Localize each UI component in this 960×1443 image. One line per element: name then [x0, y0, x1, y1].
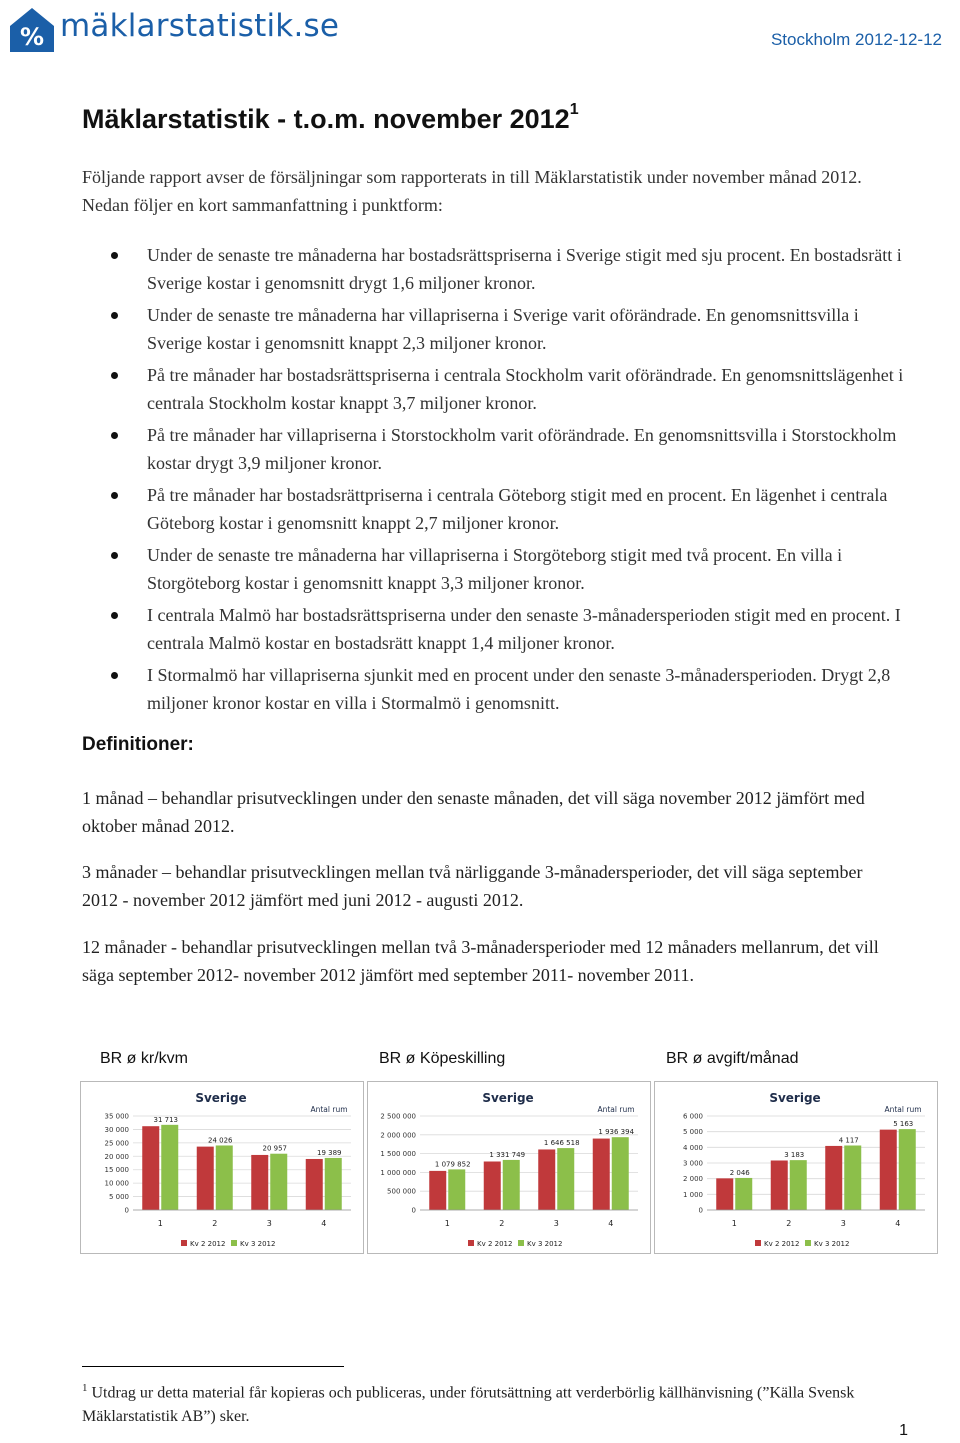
bar [270, 1154, 287, 1210]
data-label: 1 331 749 [489, 1150, 526, 1159]
legend-swatch [755, 1240, 761, 1246]
bar [251, 1155, 268, 1210]
intro-paragraph: Följande rapport avser de försäljningar som rapporterats in till Mäklarstatistik under november månad 2012. Nedan följer en kort sammanfattning i punktform: [82, 167, 862, 215]
legend-swatch [468, 1240, 474, 1246]
bar [484, 1161, 501, 1210]
x-tick-label: 2 [499, 1219, 505, 1228]
x-tick-label: 3 [840, 1219, 846, 1228]
bullet-icon [111, 372, 118, 379]
y-tick-label: 1 500 000 [380, 1150, 416, 1159]
chart-price-per-sqm [80, 1081, 364, 1254]
data-label: 2 046 [729, 1168, 750, 1177]
data-label: 24 026 [208, 1136, 233, 1145]
bullet-icon [111, 612, 118, 619]
y-tick-label: 0 [411, 1206, 416, 1215]
y-tick-label: 5 000 [682, 1128, 703, 1137]
legend-swatch [518, 1240, 524, 1246]
legend-swatch [231, 1240, 237, 1246]
y-tick-label: 10 000 [104, 1179, 129, 1188]
bar [771, 1160, 788, 1210]
y-tick-label: 35 000 [104, 1112, 129, 1121]
logo-symbol: % [19, 23, 45, 51]
list-item [110, 361, 910, 417]
y-tick-label: 25 000 [104, 1139, 129, 1148]
footnote-text: Utdrag ur detta material får kopieras och publiceras, under förutsättning att verderbörlig källhänvisning (”Källa Svensk Mäklarstatistik AB”) sker. [82, 1384, 855, 1426]
bar [142, 1126, 159, 1210]
data-label: 1 936 394 [598, 1128, 635, 1137]
x-tick-label: 4 [895, 1219, 901, 1228]
summary-list [110, 241, 910, 721]
bar [612, 1137, 629, 1210]
y-tick-label: 2 500 000 [380, 1112, 416, 1121]
data-label: 3 183 [784, 1151, 805, 1160]
list-item [110, 241, 910, 297]
legend-label: Kv 3 2012 [814, 1240, 850, 1248]
y-tick-label: 0 [124, 1206, 129, 1215]
bar [844, 1146, 861, 1210]
list-item-text: På tre månader har villapriserna i Storstockholm varit oförändrade. En genomsnittsvilla i Storstockholm kostar drygt 3,9 miljoner kronor. [147, 425, 897, 473]
footnote [82, 1376, 902, 1429]
list-item-text: På tre månader har bostadsrättpriserna i centrala Göteborg stigit med en procent. En lägenhet i centrala Göteborg kostar i genomsnitt knappt 2,7 miljoner kronor. [147, 485, 888, 533]
data-label: 20 957 [262, 1144, 287, 1153]
legend-title: Antal rum [884, 1105, 922, 1114]
bar [503, 1160, 520, 1210]
bar [880, 1130, 897, 1210]
x-tick-label: 1 [157, 1219, 163, 1228]
bar [429, 1171, 446, 1210]
chart-caption-monthly-fee: BR ø avgift/månad [666, 1050, 799, 1067]
data-label: 19 389 [317, 1148, 342, 1157]
chart-caption-purchase-price: BR ø Köpeskilling [379, 1050, 506, 1067]
footnote-divider [82, 1366, 344, 1367]
legend-swatch [805, 1240, 811, 1246]
y-tick-label: 2 000 [682, 1175, 703, 1184]
y-tick-label: 15 000 [104, 1166, 129, 1175]
y-tick-label: 3 000 [682, 1159, 703, 1168]
legend-swatch [181, 1240, 187, 1246]
logo [8, 6, 340, 56]
definitions-heading: Definitioner: [82, 734, 194, 755]
y-tick-label: 30 000 [104, 1125, 129, 1134]
bar [197, 1147, 214, 1210]
bar-chart-svg [655, 1082, 937, 1253]
house-percent-icon [8, 6, 56, 54]
data-label: 1 079 852 [434, 1160, 471, 1169]
y-tick-label: 6 000 [682, 1112, 703, 1121]
y-tick-label: 1 000 [682, 1190, 703, 1199]
list-item [110, 301, 910, 357]
chart-purchase-price [367, 1081, 651, 1254]
bar [538, 1149, 555, 1210]
list-item [110, 421, 910, 477]
bar [306, 1159, 323, 1210]
x-tick-label: 4 [321, 1219, 327, 1228]
legend-label: Kv 3 2012 [240, 1240, 276, 1248]
page-title [82, 101, 579, 135]
bullet-icon [111, 552, 118, 559]
y-tick-label: 0 [698, 1206, 703, 1215]
legend-label: Kv 2 2012 [764, 1240, 800, 1248]
legend-label: Kv 2 2012 [477, 1240, 513, 1248]
list-item [110, 481, 910, 537]
logo-text: mäklarstatistik.se [60, 8, 340, 44]
bar [790, 1160, 807, 1210]
chart-caption-price-per-sqm: BR ø kr/kvm [100, 1050, 188, 1067]
x-tick-label: 3 [266, 1219, 272, 1228]
list-item [110, 601, 910, 657]
bar [825, 1146, 842, 1210]
location-date: Stockholm 2012-12-12 [770, 30, 942, 49]
x-tick-label: 3 [553, 1219, 559, 1228]
y-tick-label: 4 000 [682, 1143, 703, 1152]
page-title-text: Mäklarstatistik - t.o.m. november 2012 [82, 104, 570, 134]
chart-monthly-fee [654, 1081, 938, 1254]
legend-title: Antal rum [597, 1105, 635, 1114]
list-item-text: Under de senaste tre månaderna har villapriserna i Sverige varit oförändrade. En genomsnittsvilla i Sverige kostar i genomsnitt knappt 2,3 miljoner kronor. [147, 305, 859, 353]
legend-label: Kv 3 2012 [527, 1240, 563, 1248]
bar [593, 1139, 610, 1210]
data-label: 31 713 [153, 1115, 178, 1124]
definition-1-month: 1 månad – behandlar prisutvecklingen under den senaste månaden, det vill säga november 2012 jämfört med oktober månad 2012. [82, 788, 865, 836]
data-label: 5 163 [893, 1120, 914, 1129]
list-item [110, 661, 910, 717]
legend-title: Antal rum [310, 1105, 348, 1114]
list-item-text: I Stormalmö har villapriserna sjunkit med en procent under den senaste 3-månadersperioden. Drygt 2,8 miljoner kronor kostar en villa i Stormalmö i genomsnitt. [147, 665, 891, 713]
y-tick-label: 500 000 [387, 1187, 416, 1196]
bullet-icon [111, 492, 118, 499]
bar [557, 1148, 574, 1210]
bullet-icon [111, 672, 118, 679]
list-item-text: Under de senaste tre månaderna har villapriserna i Storgöteborg stigit med två procent. En villa i Storgöteborg kostar i genomsnitt knappt 3,3 miljoner kronor. [147, 545, 843, 593]
x-tick-label: 2 [786, 1219, 792, 1228]
title-footnote-marker: 1 [569, 101, 579, 118]
data-label: 1 646 518 [543, 1139, 580, 1148]
list-item-text: Under de senaste tre månaderna har bostadsrättspriserna i Sverige stigit med sju procent. En bostadsrätt i Sverige kostar i genomsnitt drygt 1,6 miljoner kronor. [147, 245, 902, 293]
chart-title: Sverige [195, 1091, 247, 1105]
chart-title: Sverige [482, 1091, 534, 1105]
legend-label: Kv 2 2012 [190, 1240, 226, 1248]
bullet-icon [111, 252, 118, 259]
bar [161, 1125, 178, 1210]
bar [716, 1178, 733, 1210]
bar-chart-svg [368, 1082, 650, 1253]
x-tick-label: 1 [731, 1219, 737, 1228]
bar [325, 1158, 342, 1210]
y-tick-label: 2 000 000 [380, 1131, 416, 1140]
x-tick-label: 1 [444, 1219, 450, 1228]
definition-12-months: 12 månader - behandlar prisutvecklingen mellan två 3-månadersperioder med 12 månaders mellanrum, det vill säga september 2012- november 2012 jämfört med september 2011- november 2011. [82, 937, 879, 985]
x-tick-label: 2 [212, 1219, 218, 1228]
bar [448, 1169, 465, 1210]
y-tick-label: 1 000 000 [380, 1168, 416, 1177]
bullet-icon [111, 312, 118, 319]
bar [735, 1178, 752, 1210]
bullet-icon [111, 432, 118, 439]
bar [216, 1145, 233, 1210]
y-tick-label: 20 000 [104, 1152, 129, 1161]
list-item-text: På tre månader har bostadsrättspriserna i centrala Stockholm varit oförändrade. En genomsnittslägenhet i centrala Stockholm kostar knappt 3,7 miljoner kronor. [147, 365, 904, 413]
data-label: 4 117 [838, 1136, 859, 1145]
chart-title: Sverige [769, 1091, 821, 1105]
y-tick-label: 5 000 [108, 1193, 129, 1202]
x-tick-label: 4 [608, 1219, 614, 1228]
page-number: 1 [899, 1422, 908, 1439]
footnote-marker: 1 [82, 1382, 88, 1394]
list-item [110, 541, 910, 597]
definition-3-months: 3 månader – behandlar prisutvecklingen mellan två närliggande 3-månadersperioder, det vill säga september 2012 - november 2012 jämfört med juni 2012 - augusti 2012. [82, 862, 863, 910]
bar-chart-svg [81, 1082, 363, 1253]
bar [899, 1129, 916, 1210]
list-item-text: I centrala Malmö har bostadsrättspriserna under den senaste 3-månadersperioden stigit med en procent. I centrala Malmö kostar en bostadsrätt knappt 1,4 miljoner kronor. [147, 605, 901, 653]
